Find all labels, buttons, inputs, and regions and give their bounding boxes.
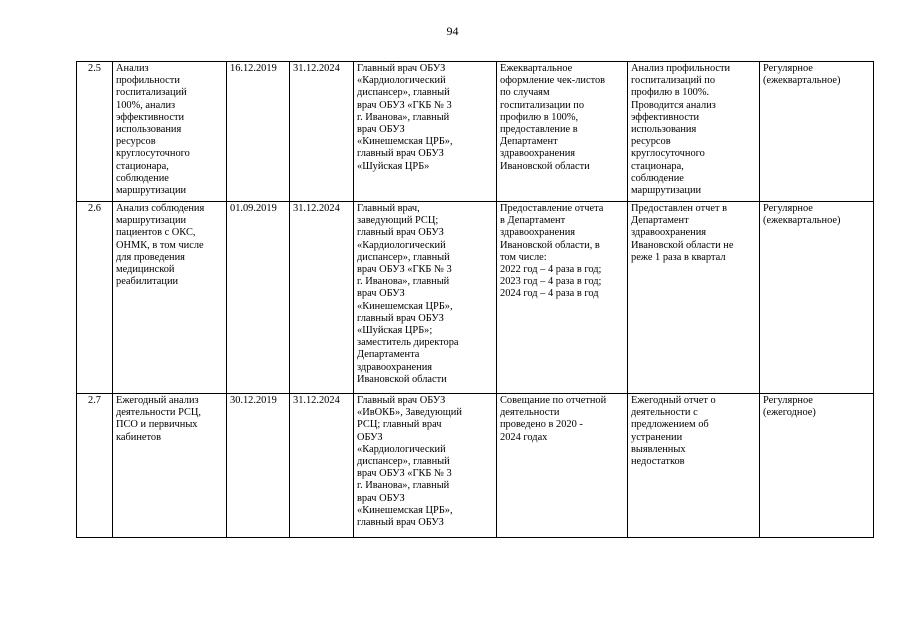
characteristic: Предоставление отчета в Департамент здравоохранения Ивановской области, в том числе: 2022 год – 4 раза в год; 2023 год – 4 раза в год; 2024 год – 4 раза в год	[497, 202, 628, 394]
start-date: 30.12.2019	[227, 394, 290, 538]
table-row	[77, 62, 874, 202]
frequency: Регулярное (ежеквартальное)	[760, 62, 874, 202]
activity-name: Ежегодный анализ деятельности РСЦ, ПСО и первичных кабинетов	[113, 394, 227, 538]
table-row	[77, 202, 874, 394]
frequency: Регулярное (ежеквартальное)	[760, 202, 874, 394]
end-date: 31.12.2024	[290, 202, 354, 394]
activities-table	[76, 61, 874, 538]
row-number: 2.7	[77, 394, 113, 538]
result: Ежегодный отчет о деятельности с предложением об устранении выявленных недостатков	[628, 394, 760, 538]
responsible: Главный врач ОБУЗ «Кардиологический диспансер», главный врач ОБУЗ «ГКБ № 3 г. Иванова», главный врач ОБУЗ «Кинешемская ЦРБ», главный врач ОБУЗ «Шуйская ЦРБ»	[354, 62, 497, 202]
responsible: Главный врач ОБУЗ «ИвОКБ», Заведующий РСЦ; главный врач ОБУЗ «Кардиологический диспансер», главный врач ОБУЗ «ГКБ № 3 г. Иванова», главный врач ОБУЗ «Кинешемская ЦРБ», главный врач ОБУЗ	[354, 394, 497, 538]
result: Предоставлен отчет в Департамент здравоохранения Ивановской области не реже 1 раза в квартал	[628, 202, 760, 394]
start-date: 01.09.2019	[227, 202, 290, 394]
activity-name: Анализ профильности госпитализаций 100%, анализ эффективности использования ресурсов круглосуточного стационара, соблюдение маршрутизации	[113, 62, 227, 202]
row-number: 2.6	[77, 202, 113, 394]
table-row	[77, 394, 874, 538]
activity-name: Анализ соблюдения маршрутизации пациентов с ОКС, ОНМК, в том числе для проведения медицинской реабилитации	[113, 202, 227, 394]
characteristic: Ежеквартальное оформление чек-листов по случаям госпитализации по профилю в 100%, предоставление в Департамент здравоохранения Ивановской области	[497, 62, 628, 202]
row-number: 2.5	[77, 62, 113, 202]
end-date: 31.12.2024	[290, 394, 354, 538]
start-date: 16.12.2019	[227, 62, 290, 202]
characteristic: Совещание по отчетной деятельности проведено в 2020 - 2024 годах	[497, 394, 628, 538]
responsible: Главный врач, заведующий РСЦ; главный врач ОБУЗ «Кардиологический диспансер», главный врач ОБУЗ «ГКБ № 3 г. Иванова», главный врач ОБУЗ «Кинешемская ЦРБ», главный врач ОБУЗ «Шуйская ЦРБ»; заместитель директора Департамента здравоохранения Ивановской области	[354, 202, 497, 394]
frequency: Регулярное (ежегодное)	[760, 394, 874, 538]
result: Анализ профильности госпитализаций по профилю в 100%. Проводится анализ эффективности использования ресурсов круглосуточного стационара, соблюдение маршрутизации	[628, 62, 760, 202]
end-date: 31.12.2024	[290, 62, 354, 202]
page-number: 94	[446, 24, 459, 38]
